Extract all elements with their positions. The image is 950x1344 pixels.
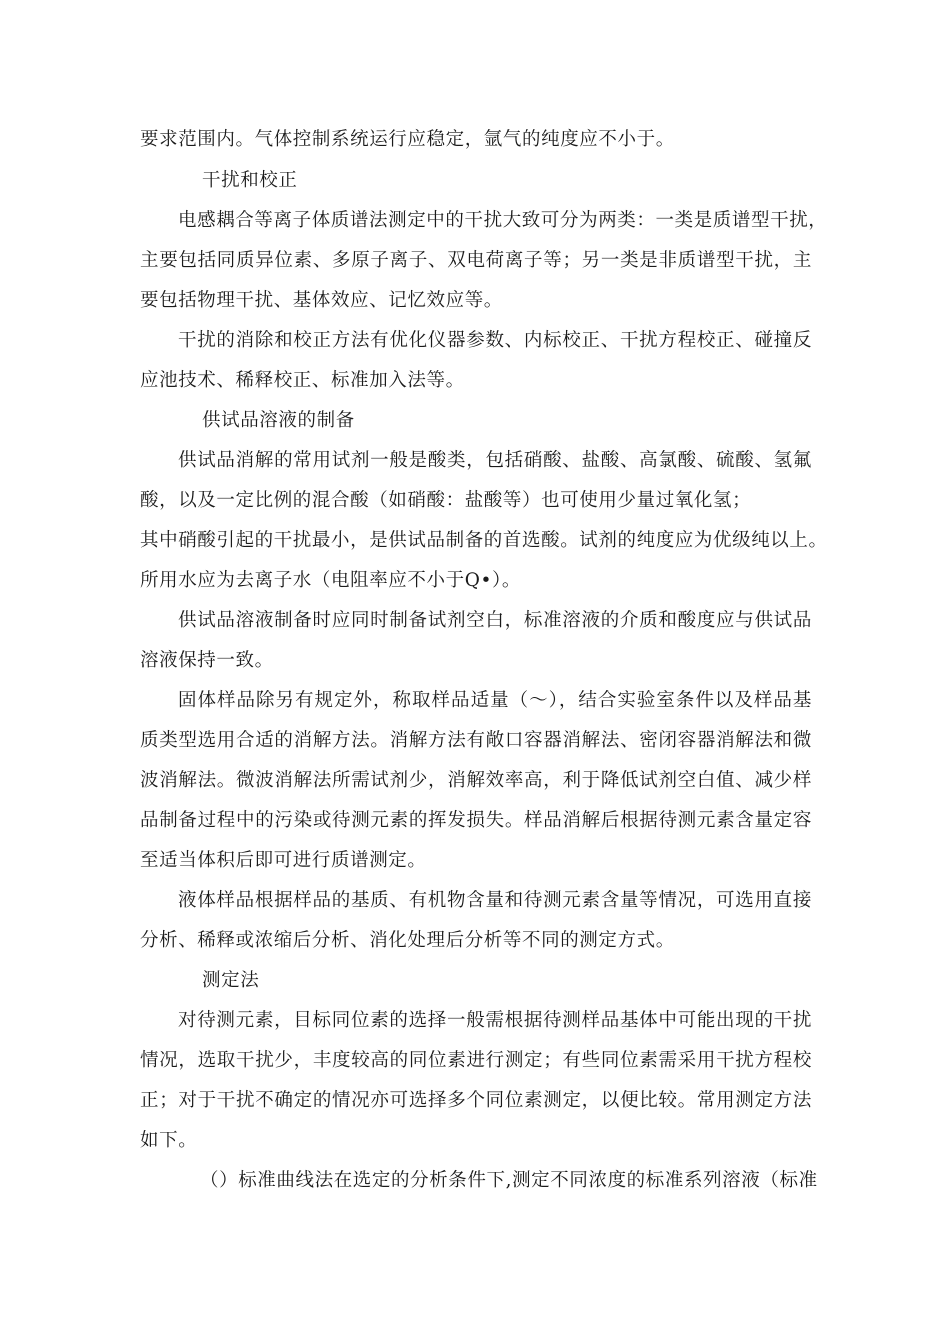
paragraph-line: 应池技术、稀释校正、标准加入法等。: [140, 370, 465, 391]
paragraph-line: 供试品溶液制备时应同时制备试剂空白，标准溶液的介质和酸度应与供试品: [178, 610, 812, 631]
paragraph-line: 正；对于干扰不确定的情况亦可选择多个同位素测定，以便比较。常用测定方法: [140, 1090, 812, 1111]
paragraph-line: 固体样品除另有规定外，称取样品适量（〜），结合实验室条件以及样品基: [178, 690, 812, 711]
paragraph-line: 分析、稀释或浓缩后分析、消化处理后分析等不同的测定方式。: [140, 930, 675, 951]
paragraph-line: 其中硝酸引起的干扰最小，是供试品制备的首选酸。试剂的纯度应为优级纯以上。: [140, 530, 828, 551]
paragraph-line: 波消解法。微波消解法所需试剂少，消解效率高，利于降低试剂空白值、减少样: [140, 770, 812, 791]
paragraph-line: 品制备过程中的污染或待测元素的挥发损失。样品消解后根据待测元素含量定容: [140, 810, 812, 831]
paragraph-line: 供试品消解的常用试剂一般是酸类，包括硝酸、盐酸、高氯酸、硫酸、氢氟: [178, 450, 812, 471]
section-heading: 测定法: [202, 970, 260, 991]
section-heading: 供试品溶液的制备: [202, 410, 355, 431]
paragraph-line: 电感耦合等离子体质谱法测定中的干扰大致可分为两类：一类是质谱型干扰，: [178, 210, 828, 231]
paragraph-line: 酸，以及一定比例的混合酸（如硝酸：盐酸等）也可使用少量过氧化氢；: [140, 490, 752, 511]
paragraph-line: 情况，选取干扰少，丰度较高的同位素进行测定；有些同位素需采用干扰方程校: [140, 1050, 812, 1071]
section-heading: 干扰和校正: [202, 170, 298, 191]
paragraph-line: 所用水应为去离子水（电阻率应不小于Q•）。: [140, 570, 521, 591]
paragraph-line: 至适当体积后即可进行质谱测定。: [140, 850, 427, 871]
paragraph-line: 如下。: [140, 1130, 198, 1151]
paragraph-line: （）标准曲线法在选定的分析条件下,测定不同浓度的标准系列溶液（标准: [200, 1170, 818, 1191]
paragraph-line: 要求范围内。气体控制系统运行应稳定，氩气的纯度应不小于。: [140, 129, 675, 150]
paragraph-line: 质类型选用合适的消解方法。消解方法有敞口容器消解法、密闭容器消解法和微: [140, 730, 812, 751]
paragraph-line: 液体样品根据样品的基质、有机物含量和待测元素含量等情况，可选用直接: [178, 890, 812, 911]
paragraph-line: 对待测元素，目标同位素的选择一般需根据待测样品基体中可能出现的干扰: [178, 1010, 812, 1031]
paragraph-line: 主要包括同质异位素、多原子离子、双电荷离子等；另一类是非质谱型干扰，主: [140, 250, 812, 271]
paragraph-line: 干扰的消除和校正方法有优化仪器参数、内标校正、干扰方程校正、碰撞反: [178, 330, 812, 351]
paragraph-line: 溶液保持一致。: [140, 650, 274, 671]
paragraph-line: 要包括物理干扰、基体效应、记忆效应等。: [140, 290, 503, 311]
